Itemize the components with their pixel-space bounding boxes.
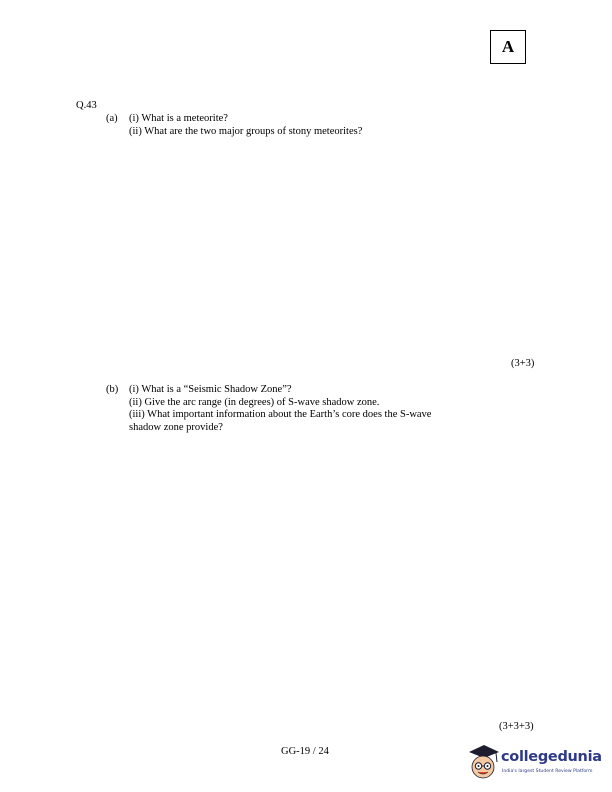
collegedunia-watermark [466,742,606,784]
part-b-line-1: (i) What is a “Seismic Shadow Zone”? [129,384,292,395]
page-footer-code: GG-19 / 24 [281,746,329,757]
part-a-line-2: (ii) What are the two major groups of stony meteorites? [129,125,363,137]
part-b-question [129,384,431,434]
student-mascot-icon [466,742,500,784]
part-a-line-1: (i) What is a meteorite? [129,113,228,124]
part-a-label: (a) [106,113,118,124]
part-b-line-4: shadow zone provide? [129,421,223,433]
paper-set-letter: A [501,37,515,56]
part-b-label: (b) [106,384,119,395]
part-b-line-2: (ii) Give the arc range (in degrees) of S-wave shadow zone. [129,396,380,408]
question-number: Q.43 [76,100,97,111]
part-a-question [129,113,362,138]
brand-name: collegedunia [501,749,602,765]
brand-tagline: India's largest Student Review Platform [502,769,593,774]
part-b-marks: (3+3+3) [499,721,534,732]
paper-set-box [490,30,526,64]
part-b-line-3: (iii) What important information about the Earth’s core does the S-wave [129,409,432,420]
part-a-marks: (3+3) [511,358,535,369]
